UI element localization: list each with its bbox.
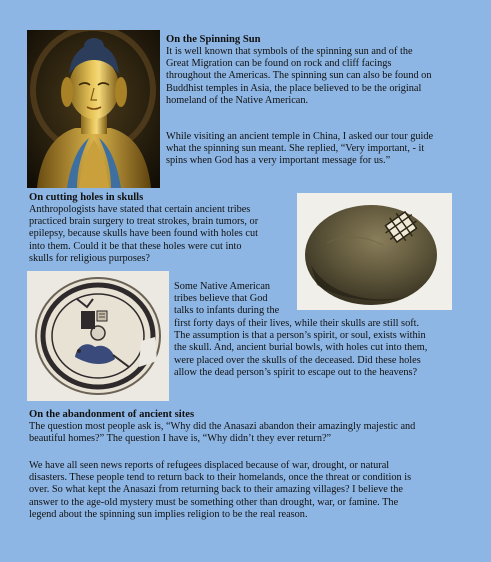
- text-line: disasters. These people tend to return back to their homelands, once the threat or condition is: [29, 472, 412, 484]
- text-line: practiced brain surgery to treat strokes, brain tumors, or: [29, 216, 259, 228]
- text-line: throughout the Americas. The spinning sun can also be found on: [166, 70, 432, 82]
- skulls-paragraph-2-narrow: [174, 281, 294, 318]
- text-line: talks to infants during the: [174, 305, 280, 317]
- skulls-heading: On cutting holes in skulls: [29, 192, 144, 203]
- text-line: over. So what kept the Anasazi from returning back to their amazing villages? I believe the: [29, 484, 403, 496]
- abandonment-heading: On the abandonment of ancient sites: [29, 409, 195, 420]
- skulls-paragraph-2-wide: [174, 318, 474, 379]
- text-line: tribes believe that God: [174, 293, 268, 305]
- spinning-sun-paragraph-1: [166, 46, 486, 107]
- trepanned-skull-photo: [297, 193, 452, 310]
- text-line: Great Migration can be found on rock and cliff facings: [166, 58, 392, 70]
- buddha-statue-photo: [27, 30, 160, 188]
- text-line: Some Native American: [174, 281, 271, 292]
- skulls-paragraph-1: [29, 204, 294, 265]
- text-line: It is well known that symbols of the spinning sun and of the: [166, 46, 413, 57]
- text-line: spins when God has a very important message for us.”: [166, 155, 391, 167]
- text-line: first forty days of their lives, while their skulls are still soft.: [174, 318, 420, 329]
- text-line: Buddhist temples in Asia, the place believed to be the original: [166, 82, 422, 94]
- text-line: While visiting an ancient temple in China, I asked our tour guide: [166, 131, 434, 142]
- text-line: The assumption is that a person’s spirit, or soul, exists within: [174, 330, 426, 342]
- text-line: were placed over the skulls of the deceased. Did these holes: [174, 354, 421, 366]
- text-line: answer to the age-old mystery must be something other than drought, war, or famine. The: [29, 496, 399, 508]
- abandonment-paragraph-1: [29, 421, 484, 445]
- spinning-sun-heading: On the Spinning Sun: [166, 34, 261, 45]
- text-line: what the spinning sun meant. She replied, “Very important, - it: [166, 143, 425, 155]
- burial-bowl-photo: [27, 271, 169, 401]
- text-line: We have all seen news reports of refugees displaced because of war, drought, or natural: [29, 460, 390, 471]
- text-line: skulls for religious purposes?: [29, 252, 150, 264]
- abandonment-paragraph-2: [29, 460, 484, 521]
- text-line: allow the dead person’s spirit to escape out to the heavens?: [174, 366, 418, 378]
- spinning-sun-paragraph-2: [166, 131, 486, 168]
- text-line: beautiful homes?” The question I have is, “Why didn’t they ever return?”: [29, 433, 332, 445]
- text-line: the skull. And, ancient burial bowls, with holes cut into them,: [174, 342, 428, 354]
- text-line: legend about the spinning sun implies religion to be the real reason.: [29, 508, 308, 520]
- text-line: epilepsy, because skulls have been found with holes cut: [29, 228, 258, 240]
- text-line: Anthropologists have stated that certain ancient tribes: [29, 204, 251, 215]
- text-line: homeland of the Native American.: [166, 94, 309, 106]
- text-line: into them. Could it be that these holes were cut into: [29, 240, 242, 252]
- text-line: The question most people ask is, “Why did the Anasazi abandon their amazingly majestic and: [29, 421, 416, 432]
